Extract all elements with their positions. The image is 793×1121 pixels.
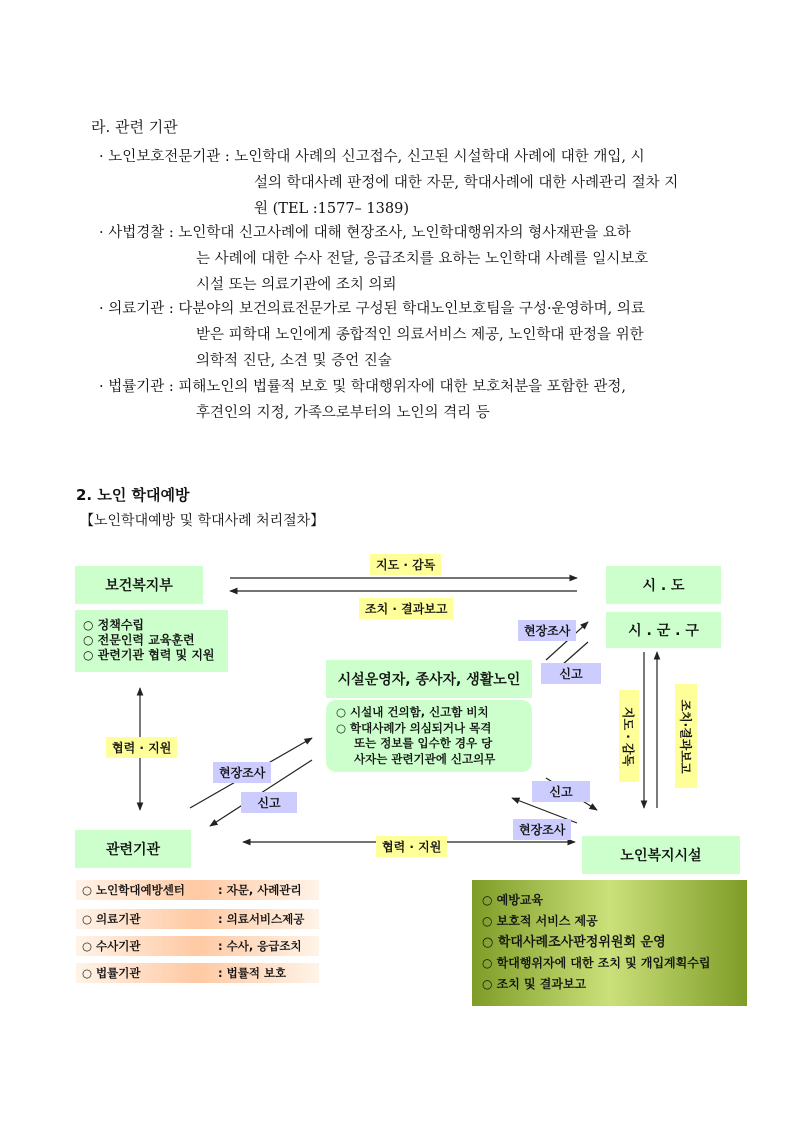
tag-action-report: 조치 · 결과보고 bbox=[359, 598, 453, 619]
center-duties: ○ 시설내 건의함, 신고함 비치 ○ 학대사례가 의심되거나 목격 또는 정보를 입수한 경우 당 사자는 관련기관에 신고의무 bbox=[326, 700, 532, 772]
facility-people-box: 시설운영자, 종사자, 생활노인 bbox=[326, 660, 532, 698]
list-item: · 노인보호전문기관 : 노인학대 사례의 신고접수, 신고된 시설학대 사례에 대한 개입, 시 설의 학대사례 판정에 대한 자문, 학대사례에 대한 사례관리 절차 지 원 (TEL :1577– 1389) bbox=[99, 149, 679, 217]
tag-action-report-vertical: 조치·결과보고 bbox=[675, 684, 697, 788]
section-title: 라. 관련 기관 bbox=[91, 118, 178, 136]
related-row: ○ 의료기관 : 의료서비스제공 bbox=[76, 909, 319, 929]
diagram-caption: 【노인학대예방 및 학대사례 처리절차】 bbox=[80, 513, 325, 529]
tag-field-survey-left: 현장조사 bbox=[213, 762, 271, 783]
related-row: ○ 수사기관 : 수사, 응급조치 bbox=[76, 936, 319, 956]
list-item: · 의료기관 : 다분야의 보건의료전문가로 구성된 학대노인보호팀을 구성·운영하며, 의료 받은 피학대 노인에게 종합적인 의료서비스 제공, 노인학대 판정을 위한 의학적 진단, 소견 및 증언 진술 bbox=[99, 301, 645, 369]
welfare-facility-duties: ○ 예방교육 ○ 보호적 서비스 제공 ○ 학대사례조사판정위원회 운영 ○ 학대행위자에 대한 조치 및 개입계획수립 ○ 조치 및 결과보고 bbox=[472, 880, 747, 1006]
sigungu-box: 시 . 군 . 구 bbox=[606, 612, 721, 648]
related-row: ○ 노인학대예방센터 : 자문, 사례관리 bbox=[76, 880, 319, 900]
related-box: 관련기관 bbox=[75, 830, 191, 868]
tag-field-survey-top: 현장조사 bbox=[518, 620, 576, 641]
related-row: ○ 법률기관 : 법률적 보호 bbox=[76, 963, 319, 983]
tag-coop-support-left: 협력 · 지원 bbox=[106, 737, 177, 758]
tag-guide-supervise: 지도 · 감독 bbox=[370, 554, 441, 575]
tag-guide-supervise-vertical: 지도 · 감독 bbox=[619, 690, 639, 782]
sido-box: 시 . 도 bbox=[606, 566, 721, 604]
tag-field-survey-right: 현장조사 bbox=[513, 819, 571, 840]
list-item: · 사법경찰 : 노인학대 신고사례에 대해 현장조사, 노인학대행위자의 형사재판을 요하 는 사례에 대한 수사 전달, 응급조치를 요하는 노인학대 사례를 일시보호 시설 또는 의료기관에 조치 의뢰 bbox=[99, 225, 649, 293]
tag-report-top: 신고 bbox=[541, 663, 601, 684]
ministry-box: 보건복지부 bbox=[75, 566, 203, 604]
tag-report-left: 신고 bbox=[241, 792, 297, 813]
welfare-facility-box: 노인복지시설 bbox=[582, 836, 740, 874]
ministry-duties: ○ 정책수립 ○ 전문인력 교육훈련 ○ 관련기관 협력 및 지원 bbox=[75, 610, 228, 672]
list-item: · 법률기관 : 피해노인의 법률적 보호 및 학대행위자에 대한 보호처분을 포함한 관정, 후견인의 지정, 가족으로부터의 노인의 격리 등 bbox=[99, 379, 627, 421]
section-heading: 2. 노인 학대예방 bbox=[76, 486, 190, 504]
tag-coop-support-bottom: 협력 · 지원 bbox=[376, 836, 447, 857]
tag-report-right: 신고 bbox=[532, 781, 590, 802]
